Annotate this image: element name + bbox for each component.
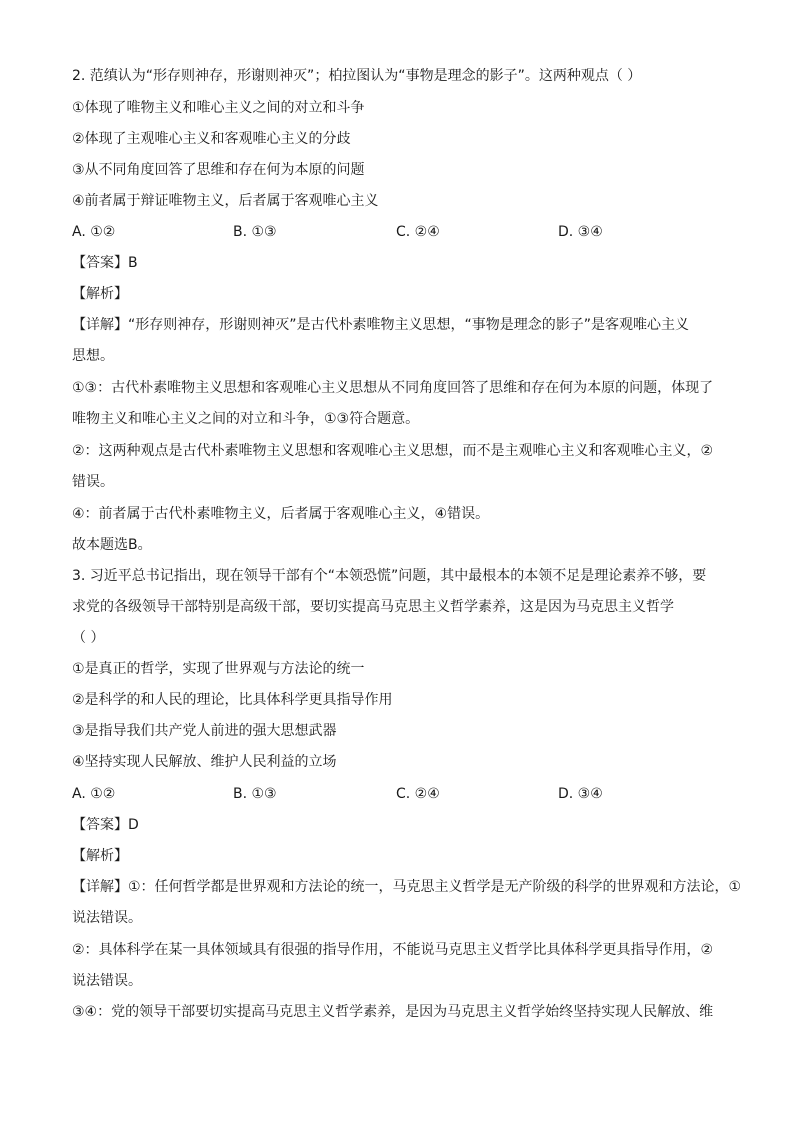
q2-option-c: C. ②④ bbox=[396, 224, 440, 240]
q3-item-1: ①是真正的哲学，实现了世界观与方法论的统一 bbox=[72, 661, 365, 677]
q3-detail-line: 【详解】①：任何哲学都是世界观和方法论的统一，马克思主义哲学是无产阶级的科学的世界观和方法论，① bbox=[72, 879, 742, 895]
q3-detail-line: 说法错误。 bbox=[72, 973, 142, 989]
q3-item-3: ③是指导我们共产党人前进的强大思想武器 bbox=[72, 723, 337, 739]
q3-item-4: ④坚持实现人民解放、维护人民利益的立场 bbox=[72, 754, 337, 770]
q3-analysis-label: 【解析】 bbox=[72, 848, 128, 864]
q2-answer: 【答案】B bbox=[72, 255, 138, 271]
q3-detail-line: ②：具体科学在某一具体领域具有很强的指导作用，不能说马克思主义哲学比具体科学更具指导作用，② bbox=[72, 942, 714, 958]
q3-stem-line: 3. 习近平总书记指出，现在领导干部有个“本领恐慌”问题，其中最根本的本领不足是理论素养不够，要 bbox=[72, 568, 707, 584]
q2-detail-line: 【详解】“形存则神存，形谢则神灭”是古代朴素唯物主义思想，“事物是理念的影子”是客观唯心主义 bbox=[72, 317, 690, 333]
q3-item-2: ②是科学的和人民的理论，比具体科学更具指导作用 bbox=[72, 692, 393, 708]
q2-item-2: ②体现了主观唯心主义和客观唯心主义的分歧 bbox=[72, 131, 351, 147]
q3-option-b: B. ①③ bbox=[233, 786, 277, 802]
q2-item-4: ④前者属于辩证唯物主义，后者属于客观唯心主义 bbox=[72, 193, 379, 209]
q2-detail-line: 思想。 bbox=[72, 348, 114, 364]
q3-detail-line: ③④：党的领导干部要切实提高马克思主义哲学素养，是因为马克思主义哲学始终坚持实现人民解放、维 bbox=[72, 1004, 714, 1020]
q3-answer: 【答案】D bbox=[72, 817, 139, 833]
q2-option-d: D. ③④ bbox=[558, 224, 603, 240]
q3-stem-line: 求党的各级领导干部特别是高级干部，要切实提高马克思主义哲学素养，这是因为马克思主义哲学 bbox=[72, 599, 674, 615]
q2-detail-line: 故本题选B。 bbox=[72, 537, 152, 553]
q2-option-a: A. ①② bbox=[72, 224, 116, 240]
q2-stem: 2. 范缜认为“形存则神存，形谢则神灭”；柏拉图认为“事物是理念的影子”。这两种观点（ ） bbox=[72, 68, 642, 84]
q2-item-3: ③从不同角度回答了思维和存在何为本原的问题 bbox=[72, 162, 365, 178]
q2-detail-line: 唯物主义和唯心主义之间的对立和斗争，①③符合题意。 bbox=[72, 411, 420, 427]
q3-stem-line: （ ） bbox=[72, 630, 105, 646]
q3-option-c: C. ②④ bbox=[396, 786, 440, 802]
q2-detail-line: 错误。 bbox=[72, 474, 114, 490]
q2-analysis-label: 【解析】 bbox=[72, 286, 128, 302]
q2-detail-line: ②：这两种观点是古代朴素唯物主义思想和客观唯心主义思想，而不是主观唯心主义和客观唯心主义，② bbox=[72, 443, 714, 459]
q2-option-b: B. ①③ bbox=[233, 224, 277, 240]
q2-detail-line: ④：前者属于古代朴素唯物主义，后者属于客观唯心主义，④错误。 bbox=[72, 506, 490, 522]
q2-detail-line: ①③：古代朴素唯物主义思想和客观唯心主义思想从不同角度回答了思维和存在何为本原的问题，体现了 bbox=[72, 380, 714, 396]
q3-option-d: D. ③④ bbox=[558, 786, 603, 802]
q3-option-a: A. ①② bbox=[72, 786, 116, 802]
q2-item-1: ①体现了唯物主义和唯心主义之间的对立和斗争 bbox=[72, 100, 365, 116]
q3-detail-line: 说法错误。 bbox=[72, 910, 142, 926]
